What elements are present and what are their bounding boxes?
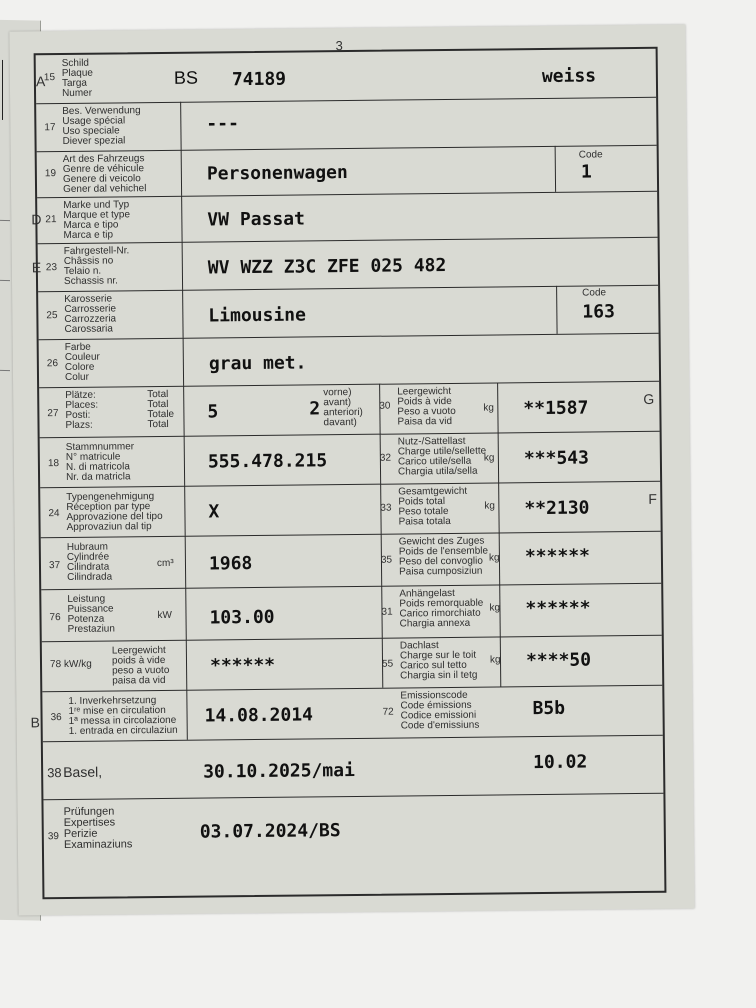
label-empty-weight: 30 Leergewicht Poids à vide Peso a vuoto Paisa da vid [379,385,456,428]
row-matricule [40,431,661,488]
divider [0,279,10,281]
unit-kg: kg [483,402,494,414]
label-usage: 17 Bes. Verwendung Usage spécial Uso speciale Diever spezial [44,105,141,148]
page-number: 3 [335,38,343,54]
barcode [0,59,4,120]
label-displacement: 37 Hubraum Cylindrée Cilindrata Cilindrada [48,541,113,583]
row-make [37,191,657,244]
label-emission-code: 72 Emissionscode Code émissions Codice emissioni Code d'emissiuns [382,689,480,732]
plate-color: weiss [541,65,597,87]
inspection-value: 03.07.2024/BS [199,820,341,843]
seats-total-value: 5 [207,401,219,423]
side-letter-d: D [31,211,42,228]
unit-kg: kg [483,452,495,464]
usage-value: --- [206,113,239,135]
label-inspections: 39 Prüfungen Expertises Perizie Examinaziuns [47,805,133,852]
row-type-approval [40,481,661,538]
train-weight-value: ****** [524,545,591,568]
chassis-value: WV WZZ Z3C ZFE 025 482 [207,255,447,279]
row-colour [39,333,659,388]
body-value: Limousine [208,304,307,327]
body-code: 163 [582,301,615,323]
issue-date-value: 30.10.2025/mai [203,759,355,783]
label-type-approval: 24 Typengenehmigung Réception par type Approvazione del tipo Approvaziun dal tip [48,491,163,533]
first-registration-value: 14.08.2014 [204,704,314,727]
vehicle-type-code: 1 [580,161,592,183]
ratio-value: ****** [209,654,276,677]
label-first-registration: 36 1. Inverkehrsetzung 1ʳᵉ mise en circulation 1ª messa in circolazione 1. entrada en circulaziun [50,695,178,737]
unit-kg: kg [489,654,501,666]
emission-code-value: B5b [532,697,566,720]
label-ratio: Leergewicht poids à vide peso a vuoto paisa da vid [111,644,170,687]
label-matricule: 18 Stammnummer N° matricule N. di matricola Nr. da matricla [47,441,135,483]
label-power: 76 Leistung Puissance Potenza Prestaziun [49,593,115,635]
label-seats-total: Total Total Totale Total [147,388,175,431]
unit-kg: kg [489,602,501,614]
payload-value: ***543 [523,447,590,470]
label-make: 21 Marke und Typ Marque et type Marca e tipo Marca e tip [45,199,131,242]
place-num: 38 [47,765,62,781]
matricule-value: 555.478.215 [207,450,328,473]
plate-canton: BS [173,67,199,88]
label-chassis: 23 Fahrgestell-Nr. Châssis no Telaio n. Schassis nr. [45,245,130,288]
ratio-num: 78 [49,659,62,671]
row-place-date [43,735,664,800]
label-seats: 27 Plätze: Places: Posti: Plazs: [47,389,99,431]
power-value: 103.00 [209,606,275,629]
row-body [38,285,658,340]
code-label: Code [582,287,607,299]
colour-value: grau met. [208,352,307,375]
side-letter-a: A [35,73,46,90]
unit-kg: kg [484,500,496,512]
row-usage [36,97,656,152]
registration-form [31,47,667,899]
label-trailer-load: 31 Anhängelast Poids remorquable Carico rimorchiato Chargia annexa [381,587,484,630]
ratio-unit: kW/kg [63,658,92,671]
label-plate: 15 Schild Plaque Targa Numer [43,57,94,100]
unit-kw: kW [157,609,173,622]
unit-cm3: cm³ [156,557,174,570]
side-letter-g: G [643,390,655,407]
label-seats-front: vorne) avant) anteriori) davant) [323,387,363,429]
empty-weight-value: **1587 [523,397,589,420]
divider [0,369,10,371]
roof-load-value: ****50 [525,649,592,672]
type-approval-value: X [208,501,220,523]
row-plate [36,49,656,104]
side-letter-b: B [30,714,41,731]
row-power [41,583,662,642]
make-value: VW Passat [207,208,306,231]
label-body: 25 Karosserie Carrosserie Carrozzeria Carossaria [46,293,117,336]
label-colour: 26 Farbe Couleur Colore Colur [46,341,100,383]
label-vehicle-type: 19 Art des Fahrzeugs Genre de véhicule Genere di veicolo Gener dal vehichel [44,153,147,196]
office-code-value: 10.02 [532,751,588,774]
seats-front-value: 2 [309,398,321,420]
displacement-value: 1968 [208,553,253,575]
unit-kg: kg [488,552,500,564]
side-letter-e: E [31,259,42,276]
divider [0,219,10,221]
code-label: Code [578,149,603,161]
place-label: Basel, [63,763,103,781]
row-inspections [43,793,664,897]
label-total-weight: 33 Gesamtgewicht Poids total Peso totale Paisa totala [380,485,468,528]
side-letter-f: F [648,490,657,507]
label-roof-load: 55 Dachlast Charge sur le toit Carico sul tetto Chargia sin il tetg [381,640,478,682]
row-displacement [41,531,662,590]
row-power-weight-ratio [42,635,663,692]
registration-document-page [9,24,694,915]
total-weight-value: **2130 [524,497,590,520]
row-chassis [38,237,658,292]
row-first-registration [42,685,663,742]
trailer-load-value: ****** [525,597,591,620]
row-seats [39,381,660,438]
label-train-weight: 35 Gewicht des Zuges Poids de l'ensemble Peso del convoglio Paisa cumposiziun [380,535,489,578]
label-payload: 32 Nutz-/Sattellast Charge utile/sellette Carico utile/sella Chargia utila/sella [379,435,487,478]
row-vehicle-type [37,145,657,198]
vehicle-type-value: Personenwagen [206,162,348,185]
plate-number: 74189 [231,68,287,91]
